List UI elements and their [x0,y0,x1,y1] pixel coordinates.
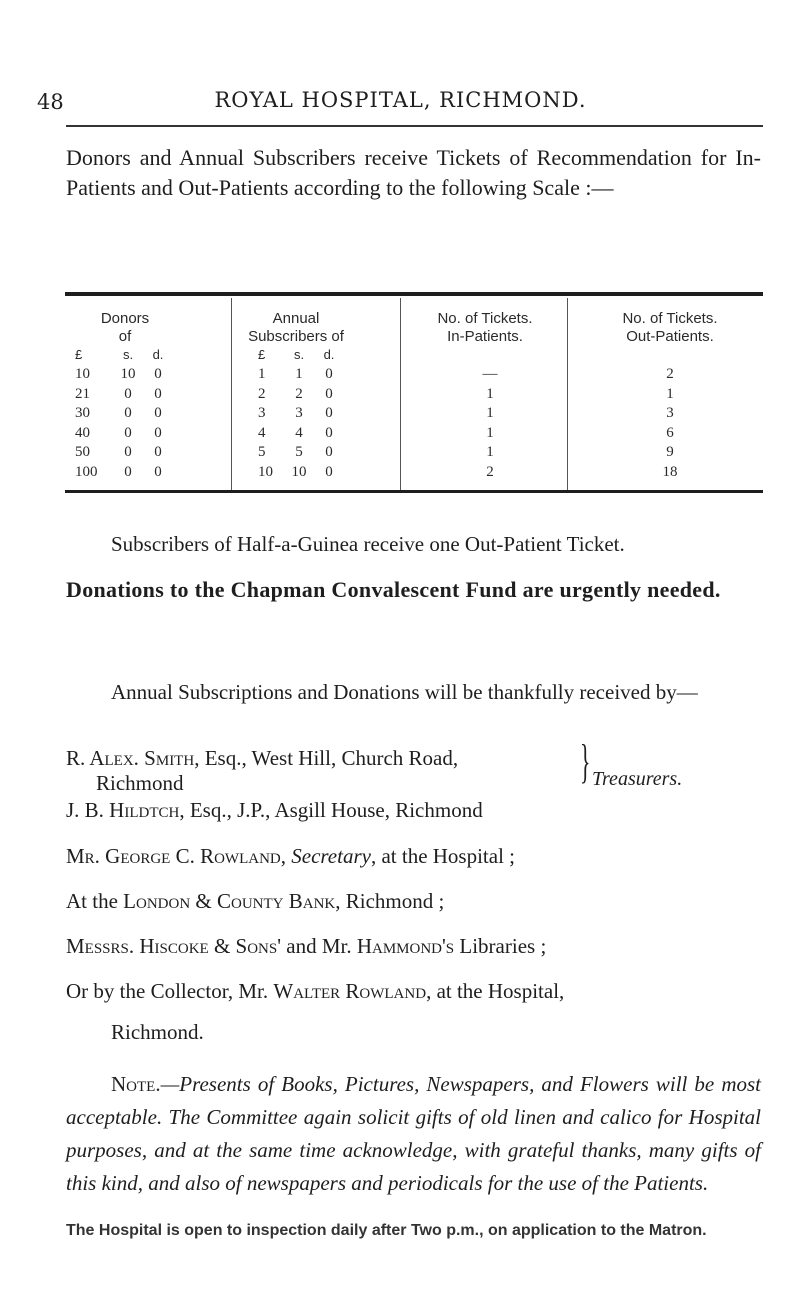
bank-name: London & County Bank [123,889,336,913]
annual-amount-part: 0 [325,425,333,441]
opening-hours-note: The Hospital is open to inspection daily after Two p.m., on application to the Matron. [66,1222,707,1239]
bank-place: , Richmond ; [335,889,445,913]
header-donors-line2: of [118,328,132,345]
page-number: 48 [37,90,64,114]
inpatient-tickets: 1 [486,386,494,402]
header-outpatients [580,310,760,346]
donor-amount-part: 0 [154,386,162,402]
treasurer-1-town: Richmond [96,771,184,795]
annual-amount-part: 2 [295,386,303,402]
table-divider [567,298,568,493]
inpatient-tickets: — [482,366,498,382]
unit-pence: d. [152,347,164,362]
inpatient-tickets: 1 [486,425,494,441]
annual-amount-part: 0 [325,366,333,382]
unit-shillings: s. [293,347,305,362]
table-row-donor [75,444,179,461]
outpatient-tickets: 18 [662,464,678,480]
table-row-annual [258,405,358,422]
unit-pounds: £ [75,347,83,362]
bank-prefix: At the [66,889,124,913]
table-row-annual [258,464,358,481]
donor-units [75,347,179,362]
annual-amount-part: 0 [325,464,333,480]
half-guinea-note: Subscribers of Half-a-Guinea receive one Out-Patient Ticket. [111,532,625,556]
table-row-annual [258,444,358,461]
running-title: ROYAL HOSPITAL, RICHMOND. [214,88,587,112]
unit-pence: d. [323,347,335,362]
header-annual-line2: Subscribers of [248,328,344,345]
annual-units [258,347,358,362]
annual-amount-part: 0 [325,386,333,402]
collector-place: , at the Hospital, [426,979,565,1003]
annual-amount-part: 4 [295,425,303,441]
note-label: Note. [111,1072,161,1096]
library-1: Messrs. Hiscoke & Sons' [66,934,282,958]
annual-amount-part: 4 [258,425,266,441]
donor-amount-part: 50 [75,444,90,460]
treasurer-2-address: , Esq., J.P., Asgill House, Richmond [179,798,483,822]
table-row-donor [75,405,179,422]
donor-amount-part: 30 [75,405,90,421]
intro-paragraph: Donors and Annual Subscribers receive Tickets of Recommendation for In-Patients and Out-Patients according to the following Scale :— [66,145,761,200]
secretary-line: Mr. George C. Rowland, Secretary, at the Hospital ; [66,844,516,868]
donor-amount-part: 0 [124,444,132,460]
annual-amount-part: 5 [295,444,303,460]
outpatient-tickets: 9 [666,444,674,460]
chapman-fund-notice: Donations to the Chapman Convalescent Fund are urgently needed. [66,577,721,602]
annual-amount-part: 0 [325,405,333,421]
inpatient-tickets: 1 [486,444,494,460]
donor-amount-part: 0 [154,464,162,480]
treasurer-1-name: R. Alex. Smith [66,746,195,770]
library-2: Hammond's [356,934,455,958]
collector-prefix: Or by the Collector, Mr. [66,979,274,1003]
secretary-place: , at the Hospital ; [370,844,516,868]
annual-amount-part: 10 [258,464,273,480]
secretary-role: Secretary [291,844,371,868]
header-annual-line1: Annual [272,310,320,327]
donor-amount-part: 0 [124,386,132,402]
libraries-rest: Libraries ; [454,934,547,958]
annual-amount-part: 0 [325,444,333,460]
table-row-annual [258,386,358,403]
secretary-name: Mr. George C. Rowland [66,844,281,868]
header-donors [70,310,180,346]
outpatient-tickets: 2 [666,366,674,382]
collector-name: Walter Rowland [273,979,427,1003]
donor-amount-part: 21 [75,386,90,402]
header-outpatients-line1: No. of Tickets. [622,310,718,327]
outpatient-tickets: 3 [666,405,674,421]
table-divider [400,298,401,493]
table-row-annual [258,425,358,442]
note-text: —Presents of Books, Pictures, Newspapers, and Flowers will be most acceptable. The Committee again solicit gifts of old linen and calico for Hospital purposes, and at the same time acknowledge, with grateful thanks, many gifts of this kind, and also of newspapers and periodicals for the use of the Patients. [66,1072,761,1195]
libraries-line [66,930,761,962]
collector-line [66,975,761,1007]
header-inpatients-line1: No. of Tickets. [437,310,533,327]
annual-amount-part: 10 [291,464,307,480]
donor-amount-part: 0 [124,464,132,480]
header-outpatients-line2: Out-Patients. [626,328,714,345]
outpatient-tickets: 1 [666,386,674,402]
libraries-mid: and Mr. [281,934,357,958]
donor-amount-part: 0 [154,425,162,441]
table-row-annual [258,366,358,383]
annual-amount-part: 2 [258,386,266,402]
donor-amount-part: 0 [124,405,132,421]
donor-amount-part: 10 [120,366,136,382]
donor-amount-part: 40 [75,425,90,441]
table-bottom-rule [65,490,763,493]
bank-line [66,885,761,917]
subscriptions-paragraph: Annual Subscriptions and Donations will be thankfully received by— [111,680,698,704]
unit-pounds: £ [258,347,266,362]
donor-amount-part: 0 [124,425,132,441]
table-row-donor [75,386,179,403]
header-annual [236,310,356,346]
header-inpatients-line2: In-Patients. [447,328,523,345]
table-row-donor [75,425,179,442]
donor-amount-part: 100 [75,464,98,480]
header-donors-line1: Donors [100,310,150,327]
header-inpatients [410,310,560,346]
header-rule [66,125,763,127]
inpatient-tickets: 2 [486,464,494,480]
table-top-rule [65,292,763,296]
treasurers-brace: } [580,735,591,788]
treasurer-2 [66,794,761,826]
table-divider [231,298,232,493]
annual-amount-part: 3 [258,405,266,421]
donor-amount-part: 0 [154,366,162,382]
table-row-donor [75,464,179,481]
note-paragraph [66,1068,761,1200]
table-row-donor [75,366,179,383]
outpatient-tickets: 6 [666,425,674,441]
treasurer-1-address: , Esq., West Hill, Church Road, [194,746,459,770]
donor-amount-part: 0 [154,405,162,421]
inpatient-tickets: 1 [486,405,494,421]
annual-amount-part: 5 [258,444,266,460]
annual-amount-part: 3 [295,405,303,421]
treasurer-2-name: J. B. Hildtch [66,798,180,822]
annual-amount-part: 1 [295,366,303,382]
collector-town: Richmond. [111,1020,204,1044]
treasurers-label: Treasurers. [592,768,683,790]
annual-amount-part: 1 [258,366,266,382]
unit-shillings: s. [122,347,134,362]
donor-amount-part: 0 [154,444,162,460]
donor-amount-part: 10 [75,366,90,382]
